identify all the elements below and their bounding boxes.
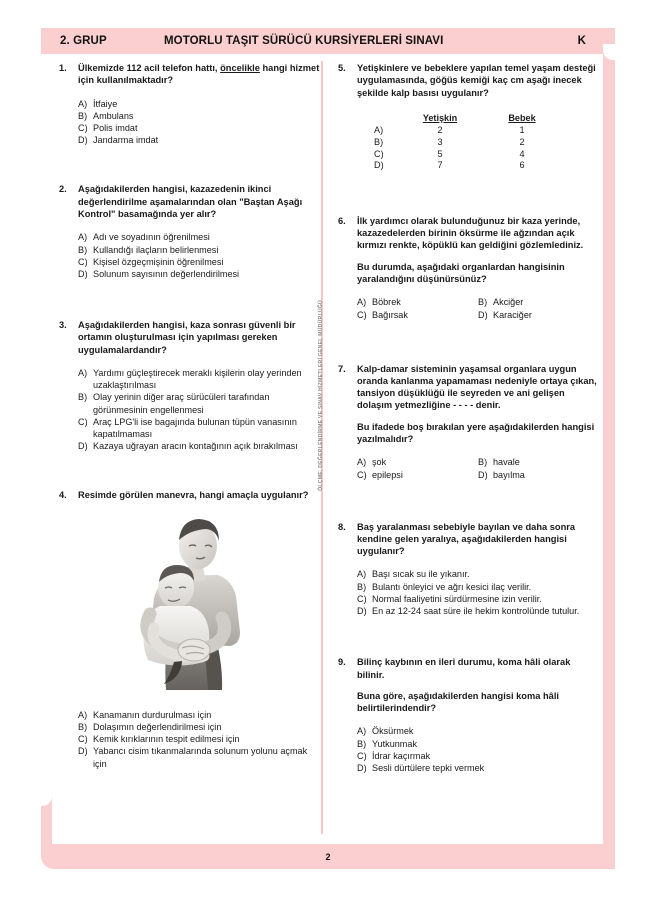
option-letter: B) xyxy=(78,110,88,121)
question-stem-scenario: İlk yardımcı olarak bulunduğunuz bir kaza yerinde, kazazedelerden birinin öksürme ile ağzından açık kırmızı renkte, köpüklü kan geldiğini gözlemlediniz. xyxy=(357,215,584,251)
option-letter: C) xyxy=(374,148,384,159)
option-b[interactable] xyxy=(78,391,320,415)
options-list xyxy=(78,231,320,280)
page-number: 2 xyxy=(325,851,331,862)
option-letter: D) xyxy=(478,469,488,480)
option-text: Kemik kırıklarının tespit edilmesi için xyxy=(93,734,240,745)
option-c[interactable] xyxy=(78,256,320,268)
right-column xyxy=(337,62,599,787)
question-number: 3. xyxy=(59,320,67,331)
option-text: Kullandığı ilaçların belirlenmesi xyxy=(93,244,219,255)
cell-adult: 3 xyxy=(437,137,443,148)
option-c[interactable] xyxy=(357,593,599,605)
option-a[interactable] xyxy=(78,709,320,721)
cell-baby: 1 xyxy=(519,125,525,136)
option-b[interactable] xyxy=(78,721,320,733)
option-d[interactable] xyxy=(357,762,599,774)
option-letter: D) xyxy=(478,309,488,320)
option-c[interactable] xyxy=(357,309,478,322)
option-text: İtfaiye xyxy=(93,98,118,109)
option-letter: A) xyxy=(78,709,88,720)
question-stem-prompt: Bu ifadede boş bırakılan yere aşağıdakilerden hangisi yazılmalıdır? xyxy=(357,421,595,445)
question-number: 9. xyxy=(338,657,346,668)
option-letter: D) xyxy=(78,441,88,452)
cell-baby: 2 xyxy=(519,137,525,148)
option-text: Polis imdat xyxy=(93,123,138,133)
option-b[interactable] xyxy=(78,244,320,256)
option-text: Başı sıcak su ile yıkanır. xyxy=(372,569,470,580)
options-list xyxy=(357,456,599,481)
cell-adult: 5 xyxy=(437,148,443,159)
option-letter: D) xyxy=(78,135,88,146)
option-letter: D) xyxy=(357,763,367,773)
options-list xyxy=(357,725,599,774)
question-number: 5. xyxy=(338,63,346,73)
option-a[interactable] xyxy=(357,568,599,580)
option-letter: A) xyxy=(357,297,367,308)
option-c[interactable] xyxy=(357,750,599,762)
table-header-adult: Yetişkin xyxy=(422,112,458,123)
option-b[interactable] xyxy=(357,738,599,750)
option-letter: C) xyxy=(78,734,88,745)
cell-baby: 4 xyxy=(519,148,525,159)
option-a[interactable] xyxy=(357,725,599,737)
option-letter: C) xyxy=(78,123,88,133)
option-text: Adı ve soyadının öğrenilmesi xyxy=(93,232,210,243)
option-text: Kazaya uğrayan aracın kontağının açık bırakılması xyxy=(93,441,298,452)
page-title: MOTORLU TAŞIT SÜRÜCÜ KURSİYERLERİ SINAVI xyxy=(164,35,444,47)
option-text: Jandarma imdat xyxy=(93,135,159,146)
question-4 xyxy=(58,489,320,769)
option-b[interactable] xyxy=(478,456,599,469)
question-number: 2. xyxy=(59,184,67,195)
option-c[interactable] xyxy=(78,416,320,440)
option-text: Karaciğer xyxy=(493,309,532,320)
table-row[interactable] xyxy=(374,149,564,161)
cpr-depth-table xyxy=(374,113,599,172)
option-letter: B) xyxy=(374,137,384,148)
option-letter: C) xyxy=(357,593,367,604)
question-2 xyxy=(58,183,320,280)
question-3 xyxy=(58,319,320,452)
option-d[interactable] xyxy=(78,134,320,146)
option-letter: B) xyxy=(478,297,488,308)
option-letter: D) xyxy=(357,606,367,616)
question-6 xyxy=(337,215,599,322)
option-letter: C) xyxy=(78,256,88,267)
header-group: 2. GRUP xyxy=(60,35,107,47)
option-letter: A) xyxy=(357,457,367,468)
options-list xyxy=(357,296,599,321)
question-7 xyxy=(337,363,599,482)
option-a[interactable] xyxy=(78,231,320,243)
column-divider xyxy=(321,61,323,834)
option-text: Normal faaliyetini sürdürmesine izin verilir. xyxy=(372,593,542,604)
table-row[interactable] xyxy=(374,125,564,137)
option-text: Olay yerinin diğer araç sürücüleri tarafından görünmesinin engellenmesi xyxy=(93,392,270,415)
option-b[interactable] xyxy=(478,296,599,309)
option-text: Yardımı güçleştirecek meraklı kişilerin olay yerinden uzaklaştırılması xyxy=(93,368,302,391)
option-text: İdrar kaçırmak xyxy=(372,750,431,761)
question-5 xyxy=(337,62,599,172)
option-text: Böbrek xyxy=(372,297,401,308)
option-d[interactable] xyxy=(78,440,320,452)
option-text: Yutkunmak xyxy=(372,738,417,749)
question-stem: Resimde görülen manevra, hangi amaçla uygulanır? xyxy=(78,490,309,501)
question-1 xyxy=(58,62,320,146)
cell-adult: 2 xyxy=(437,125,443,136)
question-8 xyxy=(337,521,599,618)
option-text: Bağırsak xyxy=(372,309,408,320)
option-letter: B) xyxy=(78,392,88,403)
option-text: Öksürmek xyxy=(372,726,414,737)
question-number: 1. xyxy=(59,63,67,73)
option-letter: B) xyxy=(357,581,367,592)
table-header-baby: Bebek xyxy=(508,112,536,123)
option-letter: C) xyxy=(357,469,367,480)
option-b[interactable] xyxy=(78,110,320,122)
heimlich-maneuver-illustration xyxy=(78,516,320,698)
option-text: En az 12-24 saat süre ile hekim kontrolünde tutulur. xyxy=(372,606,580,616)
question-number: 8. xyxy=(338,521,346,532)
page-header xyxy=(41,28,615,54)
option-text: Bulantı önleyici ve ağrı kesici ilaç verilir. xyxy=(372,581,532,592)
options-list xyxy=(78,709,320,770)
option-letter: B) xyxy=(478,457,488,468)
header-booklet-code: K xyxy=(577,35,586,47)
option-a[interactable] xyxy=(357,296,478,309)
option-letter: C) xyxy=(357,750,367,761)
question-9 xyxy=(337,656,599,774)
option-text: Sesli dürtülere tepki vermek xyxy=(372,763,485,773)
stem-part-b: hangi hizmet için kullanılmaktadır? xyxy=(78,63,320,86)
question-stem: Aşağıdakilerden hangisi, kazazedenin ikinci değerlendirilme aşamalarından olan "Baştan Aşağı Kontrol" basamağında yer alır? xyxy=(78,184,303,219)
option-text: epilepsi xyxy=(372,469,403,480)
option-text: Araç LPG'li ise bagajında bulunan tüpün vanasının kapatılmaması xyxy=(93,416,297,440)
option-letter: B) xyxy=(357,738,367,749)
option-d[interactable] xyxy=(357,605,599,617)
option-text: Kanamanın durdurulması için xyxy=(93,709,212,720)
frame-right-bar xyxy=(603,28,615,856)
options-list xyxy=(78,367,320,452)
stem-underlined: öncelikle xyxy=(220,63,260,73)
question-stem: Baş yaralanması sebebiyle bayılan ve daha sonra kendine gelen yaralıya, aşağıdakilerden hangisi uygulanır? xyxy=(357,521,576,557)
option-c[interactable] xyxy=(357,469,478,482)
option-text: Yabancı cisim tıkanmalarında solunum yolunu açmak için xyxy=(93,746,308,769)
cell-baby: 6 xyxy=(519,160,525,171)
option-letter: C) xyxy=(78,416,88,427)
question-stem: Yetişkinlere ve bebeklere yapılan temel yaşam desteği uygulamasında, göğüs kemiği kaç cm aşağı inecek şekilde kalp basısı uygulanır? xyxy=(357,63,596,98)
option-letter: C) xyxy=(357,309,367,320)
option-a[interactable] xyxy=(357,456,478,469)
question-stem xyxy=(78,62,320,87)
option-letter: A) xyxy=(78,368,88,378)
option-a[interactable] xyxy=(78,367,320,391)
question-number: 4. xyxy=(59,490,67,501)
option-c[interactable] xyxy=(78,122,320,134)
question-number: 7. xyxy=(338,363,346,374)
left-column xyxy=(58,62,320,783)
option-letter: A) xyxy=(357,569,367,580)
option-text: Solunum sayısının değerlendirilmesi xyxy=(93,268,240,279)
stem-part-a: Ülkemizde 112 acil telefon hattı, xyxy=(78,63,221,73)
option-text: Ambulans xyxy=(93,110,134,121)
option-text: şok xyxy=(372,457,387,468)
question-stem-definition: Kalp-damar sisteminin yaşamsal organlara uygun oranda kanlanma yapamaması nedeniyle ortaya çıkan, tansiyon düşüklüğü ile seyreden ve ani gelişen dolaşım yetmezliğine - - - - denir. xyxy=(357,363,597,411)
option-text: havale xyxy=(493,457,520,468)
option-letter: A) xyxy=(78,98,88,109)
option-d[interactable] xyxy=(478,309,599,322)
option-text: Akciğer xyxy=(493,297,524,308)
question-number: 6. xyxy=(338,215,346,226)
question-stem-definition: Bilinç kaybının en ileri durumu, koma hâli olarak bilinir. xyxy=(357,657,571,680)
options-list xyxy=(78,98,320,147)
option-letter: B) xyxy=(78,244,88,255)
option-text: Kişisel özgeçmişinin öğrenilmesi xyxy=(93,256,224,267)
watermark-text: ÖLÇME, DEĞERLENDİRME VE SINAV HİZMETLERİ GENEL MÜDÜRLÜĞÜ xyxy=(318,300,324,491)
options-list xyxy=(357,568,599,617)
option-text: Dolaşımın değerlendirilmesi için xyxy=(93,721,222,732)
option-d[interactable] xyxy=(78,268,320,280)
question-stem-prompt: Bu durumda, aşağıdaki organlardan hangisinin yaralandığını düşünürsünüz? xyxy=(357,261,565,285)
option-d[interactable] xyxy=(478,469,599,482)
option-b[interactable] xyxy=(357,581,599,593)
table-header-blank xyxy=(374,113,400,126)
option-d[interactable] xyxy=(78,745,320,769)
option-letter: D) xyxy=(374,160,384,171)
page-footer xyxy=(41,844,615,869)
question-stem: Aşağıdakilerden hangisi, kaza sonrası güvenli bir ortamın oluşturulması için yapılması gereken uygulamalardandır? xyxy=(78,320,296,355)
table-row[interactable] xyxy=(374,137,564,149)
question-stem-prompt: Buna göre, aşağıdakilerden hangisi koma hâli belirtilerindendir? xyxy=(357,690,560,714)
option-letter: A) xyxy=(78,232,88,243)
table-row[interactable] xyxy=(374,160,564,172)
option-letter: A) xyxy=(357,726,367,737)
option-c[interactable] xyxy=(78,733,320,745)
option-letter: D) xyxy=(78,746,88,757)
option-letter: A) xyxy=(374,125,384,136)
option-letter: D) xyxy=(78,268,88,279)
cell-adult: 7 xyxy=(437,160,443,171)
option-text: bayılma xyxy=(493,469,525,480)
option-letter: B) xyxy=(78,721,88,732)
option-a[interactable] xyxy=(78,98,320,110)
